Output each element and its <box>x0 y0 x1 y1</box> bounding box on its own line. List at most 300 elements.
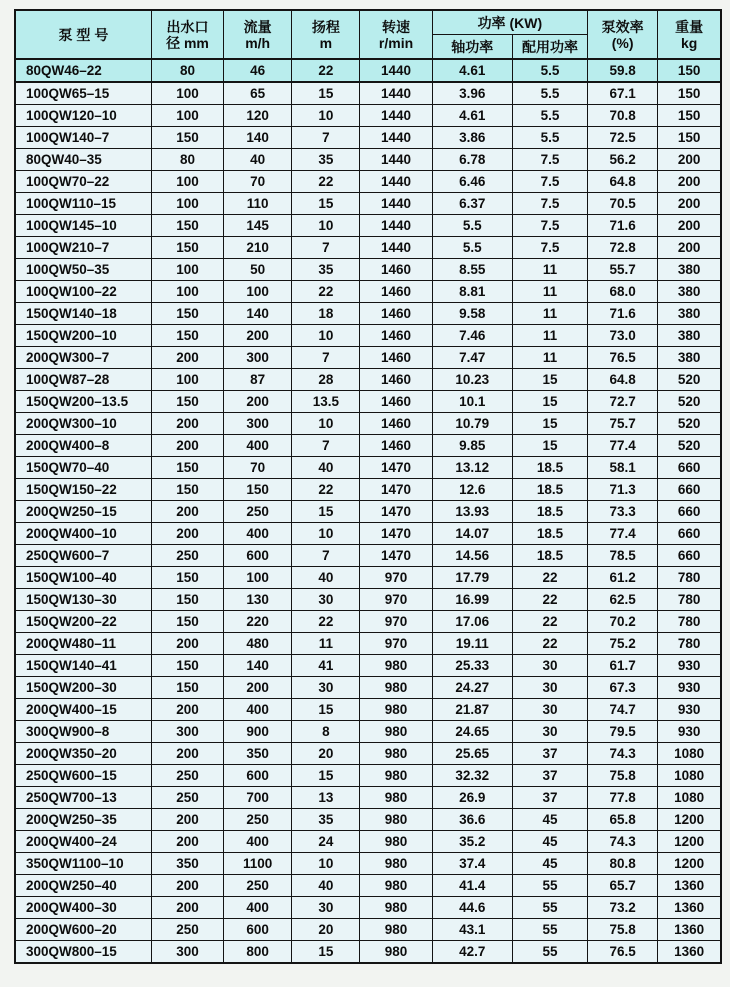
cell-rated-power: 18.5 <box>512 545 587 567</box>
cell-model: 200QW300–10 <box>15 413 151 435</box>
cell-rated-power: 55 <box>512 897 587 919</box>
cell-speed: 1470 <box>360 457 432 479</box>
cell-head: 35 <box>292 149 360 171</box>
cell-outlet-diameter: 100 <box>151 105 223 127</box>
cell-rated-power: 45 <box>512 853 587 875</box>
table-row <box>15 655 721 677</box>
cell-flow: 70 <box>224 171 292 193</box>
cell-weight: 380 <box>658 347 721 369</box>
table-row <box>15 369 721 391</box>
cell-model: 300QW900–8 <box>15 721 151 743</box>
table-row <box>15 545 721 567</box>
cell-shaft-power: 36.6 <box>432 809 512 831</box>
cell-model: 100QW100–22 <box>15 281 151 303</box>
cell-outlet-diameter: 150 <box>151 391 223 413</box>
cell-weight: 1080 <box>658 765 721 787</box>
table-row <box>15 633 721 655</box>
table-row <box>15 677 721 699</box>
table-row <box>15 82 721 105</box>
cell-outlet-diameter: 250 <box>151 787 223 809</box>
cell-weight: 930 <box>658 699 721 721</box>
cell-outlet-diameter: 200 <box>151 831 223 853</box>
cell-weight: 1080 <box>658 743 721 765</box>
cell-shaft-power: 43.1 <box>432 919 512 941</box>
cell-speed: 1460 <box>360 259 432 281</box>
cell-weight: 380 <box>658 259 721 281</box>
cell-efficiency: 64.8 <box>588 369 658 391</box>
cell-speed: 1440 <box>360 215 432 237</box>
table-row <box>15 171 721 193</box>
cell-flow: 210 <box>224 237 292 259</box>
cell-shaft-power: 44.6 <box>432 897 512 919</box>
cell-head: 40 <box>292 875 360 897</box>
cell-weight: 1360 <box>658 919 721 941</box>
cell-head: 18 <box>292 303 360 325</box>
cell-speed: 1440 <box>360 127 432 149</box>
header-shaft-power: 轴功率 <box>432 35 512 60</box>
cell-efficiency: 59.8 <box>588 59 658 82</box>
cell-flow: 140 <box>224 127 292 149</box>
cell-weight: 200 <box>658 193 721 215</box>
cell-speed: 980 <box>360 941 432 964</box>
header-head: 扬程 m <box>292 10 360 59</box>
cell-flow: 400 <box>224 699 292 721</box>
cell-weight: 1360 <box>658 897 721 919</box>
cell-rated-power: 5.5 <box>512 82 587 105</box>
table-row <box>15 457 721 479</box>
cell-rated-power: 18.5 <box>512 457 587 479</box>
table-row <box>15 259 721 281</box>
cell-model: 150QW150–22 <box>15 479 151 501</box>
table-row <box>15 59 721 82</box>
cell-speed: 980 <box>360 677 432 699</box>
table-row <box>15 281 721 303</box>
cell-speed: 980 <box>360 721 432 743</box>
cell-model: 200QW250–15 <box>15 501 151 523</box>
table-row <box>15 127 721 149</box>
cell-model: 100QW140–7 <box>15 127 151 149</box>
cell-shaft-power: 3.96 <box>432 82 512 105</box>
cell-weight: 200 <box>658 237 721 259</box>
cell-outlet-diameter: 200 <box>151 413 223 435</box>
cell-speed: 1440 <box>360 193 432 215</box>
cell-flow: 400 <box>224 831 292 853</box>
cell-flow: 600 <box>224 545 292 567</box>
cell-weight: 200 <box>658 171 721 193</box>
cell-efficiency: 77.4 <box>588 435 658 457</box>
cell-efficiency: 56.2 <box>588 149 658 171</box>
cell-outlet-diameter: 200 <box>151 347 223 369</box>
cell-head: 30 <box>292 589 360 611</box>
cell-flow: 400 <box>224 897 292 919</box>
cell-flow: 46 <box>224 59 292 82</box>
cell-rated-power: 7.5 <box>512 193 587 215</box>
cell-weight: 930 <box>658 721 721 743</box>
cell-flow: 100 <box>224 567 292 589</box>
cell-model: 200QW400–8 <box>15 435 151 457</box>
table-row <box>15 149 721 171</box>
cell-outlet-diameter: 80 <box>151 59 223 82</box>
cell-outlet-diameter: 150 <box>151 127 223 149</box>
cell-rated-power: 22 <box>512 589 587 611</box>
cell-head: 7 <box>292 237 360 259</box>
cell-flow: 300 <box>224 413 292 435</box>
cell-shaft-power: 13.12 <box>432 457 512 479</box>
cell-speed: 980 <box>360 809 432 831</box>
cell-speed: 980 <box>360 853 432 875</box>
table-row <box>15 853 721 875</box>
cell-rated-power: 7.5 <box>512 215 587 237</box>
cell-head: 7 <box>292 127 360 149</box>
cell-shaft-power: 8.81 <box>432 281 512 303</box>
cell-weight: 660 <box>658 501 721 523</box>
cell-outlet-diameter: 100 <box>151 369 223 391</box>
cell-efficiency: 79.5 <box>588 721 658 743</box>
header-model <box>15 10 151 59</box>
cell-efficiency: 75.8 <box>588 919 658 941</box>
cell-head: 22 <box>292 171 360 193</box>
cell-flow: 600 <box>224 919 292 941</box>
table-row <box>15 699 721 721</box>
cell-flow: 65 <box>224 82 292 105</box>
cell-flow: 110 <box>224 193 292 215</box>
cell-outlet-diameter: 200 <box>151 875 223 897</box>
cell-weight: 150 <box>658 82 721 105</box>
cell-weight: 150 <box>658 127 721 149</box>
cell-rated-power: 15 <box>512 413 587 435</box>
cell-head: 22 <box>292 59 360 82</box>
cell-shaft-power: 19.11 <box>432 633 512 655</box>
cell-efficiency: 61.2 <box>588 567 658 589</box>
cell-head: 13.5 <box>292 391 360 413</box>
cell-flow: 140 <box>224 655 292 677</box>
table-row <box>15 765 721 787</box>
cell-model: 100QW210–7 <box>15 237 151 259</box>
cell-flow: 480 <box>224 633 292 655</box>
cell-speed: 1470 <box>360 545 432 567</box>
cell-speed: 1460 <box>360 435 432 457</box>
cell-flow: 200 <box>224 677 292 699</box>
cell-shaft-power: 10.79 <box>432 413 512 435</box>
cell-efficiency: 72.8 <box>588 237 658 259</box>
cell-model: 300QW800–15 <box>15 941 151 964</box>
cell-model: 200QW480–11 <box>15 633 151 655</box>
cell-speed: 1460 <box>360 325 432 347</box>
cell-outlet-diameter: 200 <box>151 897 223 919</box>
cell-efficiency: 72.5 <box>588 127 658 149</box>
header-outlet-diameter: 出水口 径 mm <box>151 10 223 59</box>
cell-efficiency: 74.3 <box>588 831 658 853</box>
cell-outlet-diameter: 150 <box>151 215 223 237</box>
cell-speed: 980 <box>360 875 432 897</box>
cell-model: 150QW100–40 <box>15 567 151 589</box>
cell-head: 35 <box>292 259 360 281</box>
cell-efficiency: 64.8 <box>588 171 658 193</box>
cell-rated-power: 15 <box>512 435 587 457</box>
table-row <box>15 193 721 215</box>
cell-flow: 150 <box>224 479 292 501</box>
cell-efficiency: 71.3 <box>588 479 658 501</box>
cell-head: 7 <box>292 435 360 457</box>
cell-weight: 660 <box>658 457 721 479</box>
cell-weight: 1360 <box>658 941 721 964</box>
pump-spec-table <box>14 9 722 964</box>
cell-model: 200QW300–7 <box>15 347 151 369</box>
cell-speed: 980 <box>360 919 432 941</box>
cell-shaft-power: 17.06 <box>432 611 512 633</box>
cell-flow: 50 <box>224 259 292 281</box>
cell-outlet-diameter: 100 <box>151 281 223 303</box>
cell-rated-power: 5.5 <box>512 127 587 149</box>
cell-flow: 130 <box>224 589 292 611</box>
cell-outlet-diameter: 200 <box>151 743 223 765</box>
cell-model: 80QW40–35 <box>15 149 151 171</box>
cell-weight: 1200 <box>658 809 721 831</box>
cell-head: 15 <box>292 82 360 105</box>
table-row <box>15 413 721 435</box>
cell-outlet-diameter: 80 <box>151 149 223 171</box>
cell-speed: 1470 <box>360 501 432 523</box>
table-header <box>15 10 721 59</box>
cell-speed: 1460 <box>360 369 432 391</box>
table-row <box>15 787 721 809</box>
cell-efficiency: 78.5 <box>588 545 658 567</box>
cell-weight: 780 <box>658 611 721 633</box>
table-row <box>15 347 721 369</box>
table-row <box>15 589 721 611</box>
cell-model: 100QW110–15 <box>15 193 151 215</box>
cell-speed: 1460 <box>360 347 432 369</box>
cell-outlet-diameter: 350 <box>151 853 223 875</box>
cell-flow: 140 <box>224 303 292 325</box>
cell-efficiency: 62.5 <box>588 589 658 611</box>
cell-shaft-power: 10.1 <box>432 391 512 413</box>
cell-head: 15 <box>292 501 360 523</box>
cell-speed: 980 <box>360 831 432 853</box>
cell-outlet-diameter: 100 <box>151 82 223 105</box>
cell-rated-power: 5.5 <box>512 105 587 127</box>
cell-head: 15 <box>292 765 360 787</box>
cell-model: 150QW200–22 <box>15 611 151 633</box>
cell-outlet-diameter: 300 <box>151 941 223 964</box>
cell-flow: 900 <box>224 721 292 743</box>
cell-outlet-diameter: 150 <box>151 611 223 633</box>
cell-rated-power: 37 <box>512 787 587 809</box>
cell-outlet-diameter: 150 <box>151 303 223 325</box>
cell-efficiency: 74.3 <box>588 743 658 765</box>
table-row <box>15 215 721 237</box>
cell-flow: 250 <box>224 809 292 831</box>
cell-rated-power: 11 <box>512 259 587 281</box>
cell-speed: 980 <box>360 655 432 677</box>
cell-weight: 780 <box>658 589 721 611</box>
cell-outlet-diameter: 100 <box>151 193 223 215</box>
cell-efficiency: 75.2 <box>588 633 658 655</box>
cell-rated-power: 45 <box>512 809 587 831</box>
cell-rated-power: 30 <box>512 699 587 721</box>
cell-weight: 930 <box>658 655 721 677</box>
cell-rated-power: 18.5 <box>512 501 587 523</box>
cell-head: 13 <box>292 787 360 809</box>
cell-weight: 1200 <box>658 853 721 875</box>
cell-shaft-power: 42.7 <box>432 941 512 964</box>
cell-outlet-diameter: 300 <box>151 721 223 743</box>
table-row <box>15 611 721 633</box>
cell-shaft-power: 7.46 <box>432 325 512 347</box>
cell-efficiency: 70.2 <box>588 611 658 633</box>
cell-model: 150QW200–13.5 <box>15 391 151 413</box>
table-row <box>15 875 721 897</box>
cell-rated-power: 15 <box>512 369 587 391</box>
cell-outlet-diameter: 150 <box>151 457 223 479</box>
cell-flow: 120 <box>224 105 292 127</box>
cell-rated-power: 18.5 <box>512 479 587 501</box>
cell-speed: 1460 <box>360 303 432 325</box>
header-speed: 转速 r/min <box>360 10 432 59</box>
cell-head: 41 <box>292 655 360 677</box>
cell-weight: 660 <box>658 545 721 567</box>
table-row <box>15 567 721 589</box>
cell-speed: 980 <box>360 765 432 787</box>
cell-model: 100QW65–15 <box>15 82 151 105</box>
cell-model: 200QW600–20 <box>15 919 151 941</box>
cell-outlet-diameter: 100 <box>151 259 223 281</box>
cell-outlet-diameter: 150 <box>151 325 223 347</box>
cell-shaft-power: 41.4 <box>432 875 512 897</box>
cell-rated-power: 37 <box>512 743 587 765</box>
cell-rated-power: 30 <box>512 677 587 699</box>
cell-flow: 87 <box>224 369 292 391</box>
cell-rated-power: 55 <box>512 875 587 897</box>
cell-speed: 980 <box>360 743 432 765</box>
cell-shaft-power: 25.33 <box>432 655 512 677</box>
cell-model: 350QW1100–10 <box>15 853 151 875</box>
cell-rated-power: 11 <box>512 281 587 303</box>
cell-efficiency: 71.6 <box>588 303 658 325</box>
table-row <box>15 919 721 941</box>
cell-flow: 250 <box>224 875 292 897</box>
cell-outlet-diameter: 150 <box>151 589 223 611</box>
cell-flow: 220 <box>224 611 292 633</box>
cell-model: 100QW120–10 <box>15 105 151 127</box>
cell-model: 100QW50–35 <box>15 259 151 281</box>
table-row <box>15 897 721 919</box>
cell-model: 200QW400–24 <box>15 831 151 853</box>
cell-shaft-power: 17.79 <box>432 567 512 589</box>
cell-head: 15 <box>292 941 360 964</box>
cell-rated-power: 55 <box>512 919 587 941</box>
cell-weight: 520 <box>658 435 721 457</box>
cell-rated-power: 18.5 <box>512 523 587 545</box>
cell-model: 150QW200–10 <box>15 325 151 347</box>
cell-outlet-diameter: 150 <box>151 677 223 699</box>
cell-flow: 700 <box>224 787 292 809</box>
cell-model: 200QW400–30 <box>15 897 151 919</box>
cell-efficiency: 71.6 <box>588 215 658 237</box>
header-rated-power: 配用功率 <box>512 35 587 60</box>
cell-head: 22 <box>292 281 360 303</box>
cell-speed: 1440 <box>360 82 432 105</box>
header-model-label: 泵 型 号 <box>58 26 109 43</box>
cell-weight: 520 <box>658 369 721 391</box>
cell-efficiency: 76.5 <box>588 347 658 369</box>
cell-shaft-power: 5.5 <box>432 215 512 237</box>
cell-speed: 980 <box>360 699 432 721</box>
cell-efficiency: 73.3 <box>588 501 658 523</box>
cell-weight: 780 <box>658 633 721 655</box>
table-row <box>15 523 721 545</box>
cell-rated-power: 37 <box>512 765 587 787</box>
header-efficiency: 泵效率 (%) <box>588 10 658 59</box>
cell-model: 150QW140–41 <box>15 655 151 677</box>
cell-speed: 1460 <box>360 391 432 413</box>
cell-shaft-power: 3.86 <box>432 127 512 149</box>
cell-head: 10 <box>292 105 360 127</box>
table-body <box>15 59 721 963</box>
cell-shaft-power: 8.55 <box>432 259 512 281</box>
cell-rated-power: 30 <box>512 655 587 677</box>
cell-head: 10 <box>292 215 360 237</box>
cell-shaft-power: 10.23 <box>432 369 512 391</box>
cell-head: 7 <box>292 545 360 567</box>
cell-shaft-power: 6.46 <box>432 171 512 193</box>
header-power-group: 功率 (KW) <box>432 10 587 35</box>
cell-weight: 380 <box>658 303 721 325</box>
cell-efficiency: 73.0 <box>588 325 658 347</box>
table-row <box>15 325 721 347</box>
cell-shaft-power: 5.5 <box>432 237 512 259</box>
cell-outlet-diameter: 200 <box>151 501 223 523</box>
table-row <box>15 303 721 325</box>
cell-head: 24 <box>292 831 360 853</box>
cell-head: 20 <box>292 919 360 941</box>
cell-shaft-power: 35.2 <box>432 831 512 853</box>
cell-shaft-power: 4.61 <box>432 59 512 82</box>
cell-speed: 1440 <box>360 59 432 82</box>
cell-flow: 70 <box>224 457 292 479</box>
cell-flow: 100 <box>224 281 292 303</box>
cell-flow: 400 <box>224 435 292 457</box>
cell-outlet-diameter: 150 <box>151 567 223 589</box>
cell-rated-power: 7.5 <box>512 171 587 193</box>
table-row <box>15 809 721 831</box>
header-weight: 重量 kg <box>658 10 721 59</box>
cell-model: 200QW350–20 <box>15 743 151 765</box>
cell-efficiency: 80.8 <box>588 853 658 875</box>
cell-efficiency: 65.7 <box>588 875 658 897</box>
cell-shaft-power: 16.99 <box>432 589 512 611</box>
cell-weight: 380 <box>658 325 721 347</box>
cell-flow: 350 <box>224 743 292 765</box>
cell-rated-power: 55 <box>512 941 587 964</box>
cell-speed: 1440 <box>360 237 432 259</box>
cell-efficiency: 75.8 <box>588 765 658 787</box>
cell-outlet-diameter: 250 <box>151 545 223 567</box>
cell-flow: 300 <box>224 347 292 369</box>
cell-shaft-power: 26.9 <box>432 787 512 809</box>
cell-model: 100QW87–28 <box>15 369 151 391</box>
cell-shaft-power: 14.56 <box>432 545 512 567</box>
cell-shaft-power: 12.6 <box>432 479 512 501</box>
cell-shaft-power: 9.58 <box>432 303 512 325</box>
cell-outlet-diameter: 200 <box>151 633 223 655</box>
cell-head: 10 <box>292 853 360 875</box>
cell-efficiency: 75.7 <box>588 413 658 435</box>
cell-weight: 520 <box>658 391 721 413</box>
cell-speed: 1440 <box>360 105 432 127</box>
cell-rated-power: 5.5 <box>512 59 587 82</box>
cell-model: 150QW140–18 <box>15 303 151 325</box>
